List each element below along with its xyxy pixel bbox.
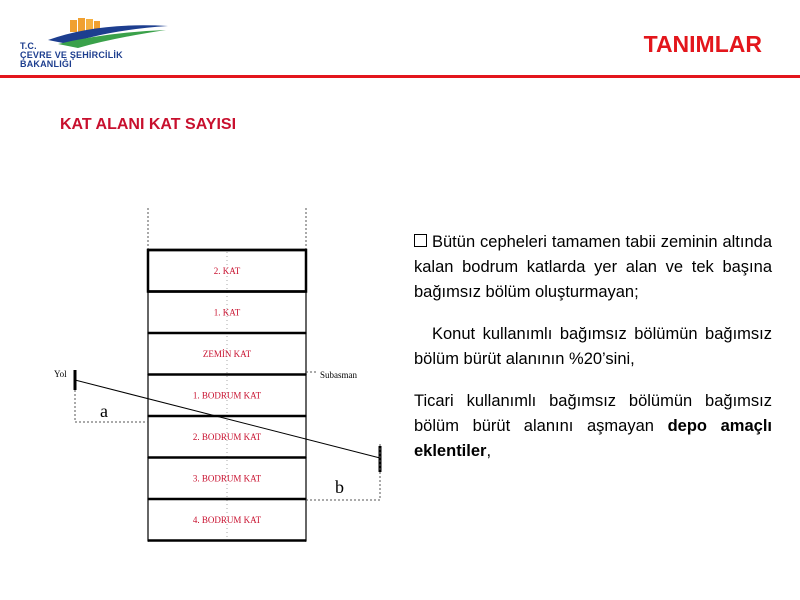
paragraph-3 — [414, 389, 772, 464]
logo-line-1: T.C. — [20, 41, 37, 51]
paragraph-1 — [414, 230, 772, 305]
floor-label: 1. BODRUM KAT — [192, 390, 262, 401]
floor-label: ZEMİN KAT — [202, 348, 252, 359]
checkbox-bullet-icon — [414, 234, 427, 247]
logo-text — [20, 42, 123, 69]
paragraph-2: Konut kullanımlı bağımsız bölümün bağımsız bölüm bürüt alanının %20’sini, — [414, 325, 772, 368]
floor-label: 4. BODRUM KAT — [192, 514, 262, 525]
floor-label: 2. KAT — [213, 265, 241, 276]
header-divider — [0, 75, 800, 78]
paragraph-3-text: Ticari kullanımlı bağımsız bölümün bağımsız bölüm bürüt alanını aşmayan — [414, 392, 772, 435]
section-subtitle: KAT ALANI KAT SAYISI — [60, 116, 237, 133]
floor-label: 1. KAT — [213, 307, 241, 318]
paragraph-3-end: , — [486, 442, 492, 460]
label-a: a — [100, 401, 108, 421]
label-b: b — [335, 477, 344, 497]
floor-label: 2. BODRUM KAT — [192, 431, 262, 442]
page-title: TANIMLAR — [643, 31, 762, 57]
definition-text — [414, 230, 772, 481]
floor-label: 3. BODRUM KAT — [192, 473, 262, 484]
floor-section-drawing — [40, 200, 400, 560]
yol-label: Yol — [54, 369, 67, 379]
subasman-label: Subasman — [320, 370, 357, 380]
paragraph-3-bold: depo amaçlı eklentiler — [414, 417, 772, 460]
basement-diagram — [40, 200, 400, 560]
paragraph-1-text: Bütün cepheleri tamamen tabii zeminin altında kalan bodrum katlarda yer alan ve tek başına bağımsız bölüm oluşturmayan; — [414, 233, 772, 301]
logo-line-3: BAKANLIĞI — [20, 59, 72, 69]
logo-line-2: ÇEVRE VE ŞEHİRCİLİK — [20, 50, 123, 60]
